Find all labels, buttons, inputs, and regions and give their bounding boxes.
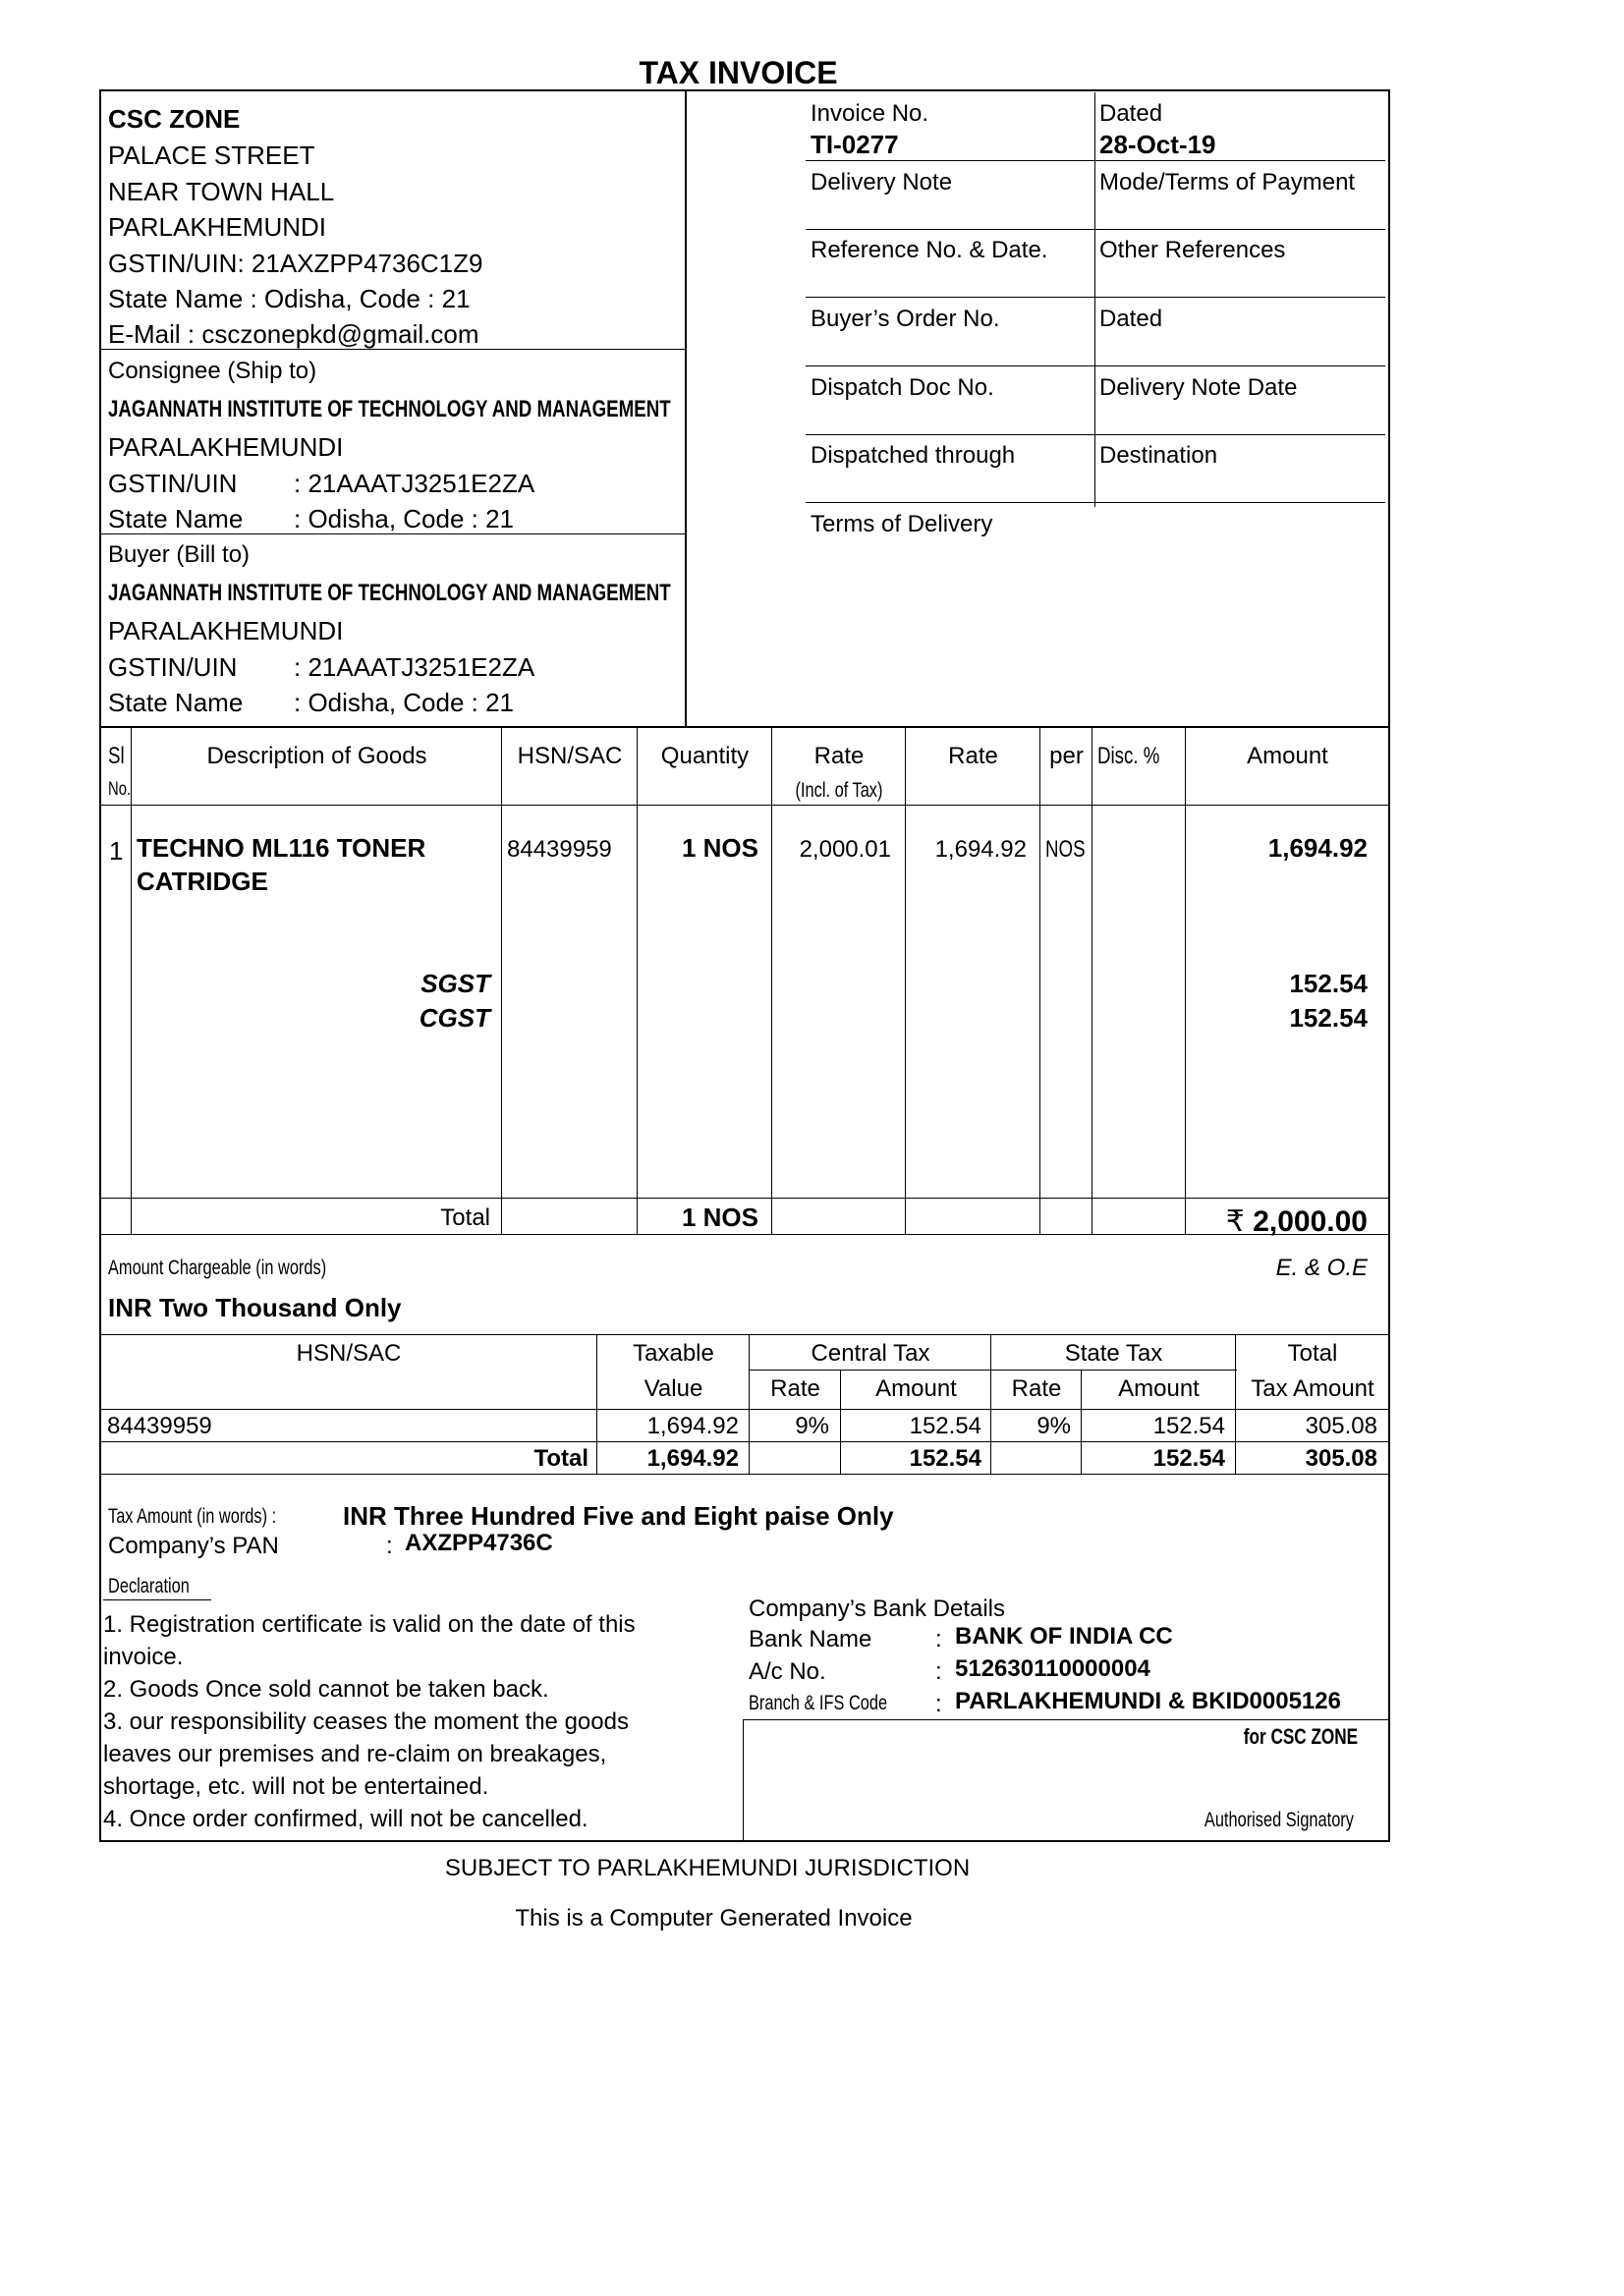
frame-top xyxy=(99,89,1390,91)
ts-col-central: Central Tax xyxy=(811,1340,930,1367)
ts-col-taxable-2: Value xyxy=(644,1375,703,1402)
item-description-line1: TECHNO ML116 TONER xyxy=(137,833,426,863)
delivery-note-date-label: Delivery Note Date xyxy=(1099,374,1298,401)
ts-col-total-2: Tax Amount xyxy=(1251,1375,1374,1402)
ts-total-state: 152.54 xyxy=(1152,1445,1225,1472)
frame-right xyxy=(1388,89,1390,1841)
bank-name-label: Bank Name xyxy=(749,1626,872,1652)
computer-generated-note: This is a Computer Generated Invoice xyxy=(515,1905,913,1932)
rupee-icon: ₹ xyxy=(1225,1205,1245,1238)
seller-address-1: PALACE STREET xyxy=(108,140,315,170)
ts-col-state-amount: Amount xyxy=(1118,1375,1200,1402)
consignee-heading: Consignee (Ship to) xyxy=(108,358,317,384)
page-title: TAX INVOICE xyxy=(639,55,838,90)
ac-value: 512630110000004 xyxy=(955,1655,1150,1682)
buyer-name: JAGANNATH INSTITUTE OF TECHNOLOGY AND MANAGEMENT xyxy=(108,580,671,606)
branch-value: PARLAKHEMUNDI & BKID0005126 xyxy=(955,1688,1341,1714)
ac-label: A/c No. xyxy=(749,1658,826,1685)
payment-terms-label: Mode/Terms of Payment xyxy=(1099,169,1356,196)
seller-gstin: GSTIN/UIN: 21AXZPP4736C1Z9 xyxy=(108,249,483,278)
ts-state-rate: 9% xyxy=(1036,1413,1071,1439)
consignee-name: JAGANNATH INSTITUTE OF TECHNOLOGY AND MANAGEMENT xyxy=(108,396,671,422)
seller-address-2: NEAR TOWN HALL xyxy=(108,177,335,206)
item-quantity: 1 NOS xyxy=(681,833,758,863)
consignee-gstin-label: GSTIN/UIN xyxy=(108,469,238,498)
declaration-line-3: 2. Goods Once sold cannot be taken back. xyxy=(103,1676,549,1703)
ts-col-hsn: HSN/SAC xyxy=(296,1340,402,1367)
declaration-line-2: invoice. xyxy=(103,1644,184,1670)
ts-col-central-amount: Amount xyxy=(875,1375,957,1402)
col-rate-incl-sub: (Incl. of Tax) xyxy=(795,779,883,802)
declaration-line-4: 3. our responsibility ceases the moment the goods xyxy=(103,1708,629,1735)
grand-total xyxy=(1187,1207,1368,1237)
buyer-heading: Buyer (Bill to) xyxy=(108,541,251,568)
eoe-label: E. & O.E xyxy=(1275,1255,1368,1281)
destination-label: Destination xyxy=(1099,442,1218,469)
declaration-heading: Declaration xyxy=(108,1575,190,1597)
buyer-state-value: : Odisha, Code : 21 xyxy=(294,688,515,717)
other-references-label: Other References xyxy=(1099,237,1286,263)
ts-total: 305.08 xyxy=(1305,1413,1377,1439)
declaration-line-5: leaves our premises and re-claim on breakages, xyxy=(103,1741,607,1767)
dispatch-doc-label: Dispatch Doc No. xyxy=(811,374,994,401)
item-hsn: 84439959 xyxy=(507,836,612,863)
col-sl-sub: No. xyxy=(108,779,132,800)
ts-state-amount: 152.54 xyxy=(1152,1413,1225,1439)
total-quantity: 1 NOS xyxy=(681,1203,758,1232)
items-table-top xyxy=(99,726,1390,728)
sgst-amount: 152.54 xyxy=(1289,969,1368,998)
tax-words-label: Tax Amount (in words) : xyxy=(108,1505,277,1528)
for-company: for CSC ZONE xyxy=(1243,1724,1358,1749)
branch-colon: : xyxy=(935,1691,942,1717)
buyer-gstin-value: : 21AAATJ3251E2ZA xyxy=(294,652,535,682)
ac-colon: : xyxy=(935,1658,942,1685)
invoice-no-value: TI-0277 xyxy=(811,130,899,159)
ts-central-rate: 9% xyxy=(795,1413,829,1439)
invoice-no-label: Invoice No. xyxy=(811,100,929,127)
bank-heading: Company’s Bank Details xyxy=(749,1596,1006,1622)
consignee-state-value: : Odisha, Code : 21 xyxy=(294,504,515,533)
ts-taxable: 1,694.92 xyxy=(646,1413,739,1439)
consignee-city: PARALAKHEMUNDI xyxy=(108,432,344,462)
item-rate: 1,694.92 xyxy=(934,836,1027,863)
dated-value: 28-Oct-19 xyxy=(1099,130,1216,159)
pan-colon: : xyxy=(386,1533,393,1559)
dispatched-through-label: Dispatched through xyxy=(811,442,1016,469)
ts-total-label: Total xyxy=(533,1445,588,1472)
buyer-city: PARALAKHEMUNDI xyxy=(108,616,344,645)
ts-col-taxable-1: Taxable xyxy=(633,1340,714,1367)
bank-name-colon: : xyxy=(935,1626,942,1652)
ts-col-total-1: Total xyxy=(1287,1340,1338,1367)
buyers-order-label: Buyer’s Order No. xyxy=(811,306,1000,332)
ts-col-state: State Tax xyxy=(1064,1340,1163,1367)
seller-email: E-Mail : csczonepkd@gmail.com xyxy=(108,319,479,349)
amount-words-label: Amount Chargeable (in words) xyxy=(108,1257,327,1279)
item-sl: 1 xyxy=(109,836,124,866)
col-hsn: HSN/SAC xyxy=(517,743,623,769)
ts-hsn: 84439959 xyxy=(107,1413,212,1439)
declaration-line-1: 1. Registration certificate is valid on the date of this xyxy=(103,1611,636,1638)
branch-label: Branch & IFS Code xyxy=(749,1692,888,1714)
declaration-line-7: 4. Once order confirmed, will not be cancelled. xyxy=(103,1806,588,1832)
cgst-amount: 152.54 xyxy=(1289,1003,1368,1033)
ts-col-central-rate: Rate xyxy=(770,1375,820,1402)
seller-name: CSC ZONE xyxy=(108,104,241,134)
dated-label: Dated xyxy=(1099,100,1163,127)
col-disc: Disc. % xyxy=(1097,743,1160,769)
amount-words-value: INR Two Thousand Only xyxy=(108,1293,402,1322)
pan-value: AXZPP4736C xyxy=(405,1530,553,1556)
terms-of-delivery-label: Terms of Delivery xyxy=(811,511,993,537)
delivery-note-label: Delivery Note xyxy=(811,169,953,196)
bank-name-value: BANK OF INDIA CC xyxy=(955,1623,1173,1650)
frame-left xyxy=(99,89,101,1841)
jurisdiction-note: SUBJECT TO PARLAKHEMUNDI JURISDICTION xyxy=(444,1855,971,1881)
ts-col-state-rate: Rate xyxy=(1011,1375,1062,1402)
consignee-gstin-value: : 21AAATJ3251E2ZA xyxy=(294,469,535,498)
col-sl: Sl xyxy=(108,743,125,769)
ts-central-amount: 152.54 xyxy=(909,1413,981,1439)
item-amount: 1,694.92 xyxy=(1267,833,1368,863)
pan-label: Company’s PAN xyxy=(108,1533,279,1559)
ts-total-tax: 305.08 xyxy=(1305,1445,1377,1472)
seller-state: State Name : Odisha, Code : 21 xyxy=(108,284,471,313)
col-per: per xyxy=(1049,743,1084,769)
consignee-state-label: State Name xyxy=(108,504,244,533)
item-per: NOS xyxy=(1045,836,1086,863)
frame-bottom xyxy=(99,1840,1390,1842)
col-rate-incl: Rate xyxy=(813,743,865,769)
sgst-label: SGST xyxy=(420,969,490,998)
authorised-signatory: Authorised Signatory xyxy=(1204,1809,1354,1831)
buyer-gstin-label: GSTIN/UIN xyxy=(108,652,238,682)
item-rate-incl: 2,000.01 xyxy=(799,836,891,863)
col-amount: Amount xyxy=(1247,743,1328,769)
col-rate: Rate xyxy=(948,743,998,769)
seller-address-3: PARLAKHEMUNDI xyxy=(108,212,327,242)
cgst-label: CGST xyxy=(419,1003,490,1033)
declaration-line-6: shortage, etc. will not be entertained. xyxy=(103,1773,489,1800)
grand-total-amount: 2,000.00 xyxy=(1253,1205,1368,1238)
tax-words-value: INR Three Hundred Five and Eight paise Only xyxy=(343,1501,894,1531)
reference-label: Reference No. & Date. xyxy=(811,237,1048,263)
buyer-state-label: State Name xyxy=(108,688,244,717)
ts-total-central: 152.54 xyxy=(909,1445,981,1472)
item-description-line2: CATRIDGE xyxy=(137,867,268,896)
col-quantity: Quantity xyxy=(660,743,750,769)
total-label: Total xyxy=(440,1204,490,1231)
col-description: Description of Goods xyxy=(206,743,427,769)
buyers-order-dated-label: Dated xyxy=(1099,306,1163,332)
ts-total-taxable: 1,694.92 xyxy=(646,1445,739,1472)
